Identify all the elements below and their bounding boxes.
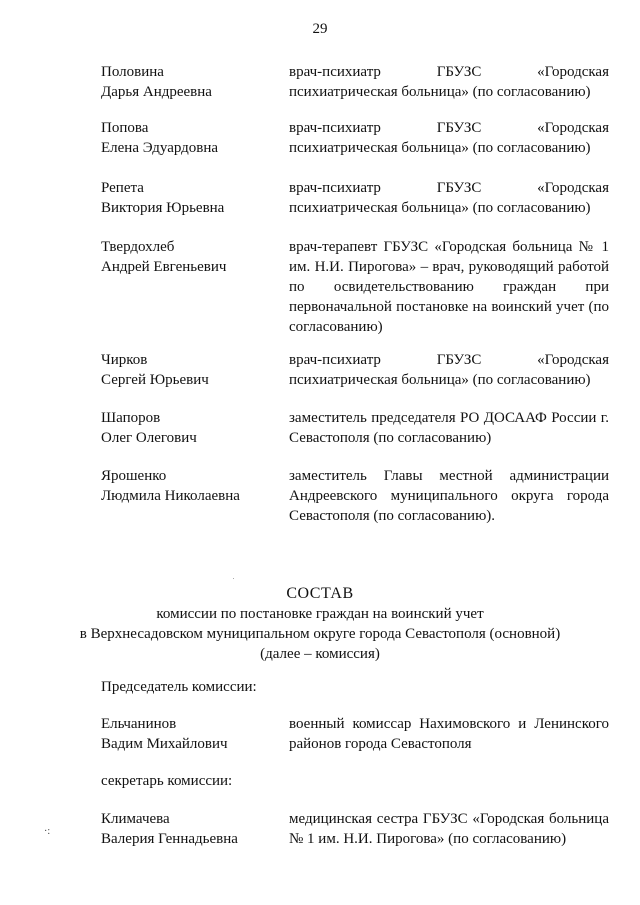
member-name xyxy=(101,118,276,158)
member-surname: Твердохлеб xyxy=(101,239,175,255)
member-surname: Шапоров xyxy=(101,410,161,426)
member-surname: Репета xyxy=(101,180,144,196)
member-position: врач-психиатр ГБУЗС «Городская психиатрическая больница» (по согласованию) xyxy=(289,180,609,216)
chairman-position: военный комиссар Нахимовского и Ленинского районов города Севастополя xyxy=(289,716,609,752)
member-name xyxy=(101,178,276,218)
chairman-surname: Ельчанинов xyxy=(101,716,177,732)
secretary-position: медицинская сестра ГБУЗС «Городская больница № 1 им. Н.И. Пирогова» (по согласованию) xyxy=(289,811,609,847)
composition-heading xyxy=(0,584,640,664)
member-name xyxy=(101,237,276,277)
page-number: 29 xyxy=(312,21,328,37)
composition-title: СОСТАВ xyxy=(286,585,354,602)
secretary-name xyxy=(101,809,276,849)
member-given-name: Сергей Юрьевич xyxy=(101,372,209,388)
member-position: заместитель председателя РО ДОСААФ России г. Севастополя (по согласованию) xyxy=(289,410,609,446)
member-given-name: Олег Олегович xyxy=(101,430,197,446)
member-name xyxy=(101,466,276,506)
scan-speck: ·: xyxy=(44,826,51,837)
composition-line-3: (далее – комиссия) xyxy=(260,646,380,662)
composition-line-2: в Верхнесадовском муниципальном округе города Севастополя (основной) xyxy=(79,626,561,642)
member-given-name: Андрей Евгеньевич xyxy=(101,259,227,275)
member-surname: Попова xyxy=(101,120,149,136)
chairman-given-name: Вадим Михайлович xyxy=(101,736,228,752)
member-position: врач-терапевт ГБУЗС «Городская больница № 1 им. Н.И. Пирогова» – врач, руководящий работой по освидетельствованию граждан при первоначальной постановке на воинский учет (по согласованию) xyxy=(289,239,609,335)
member-name xyxy=(101,408,276,448)
member-given-name: Людмила Николаевна xyxy=(101,488,240,504)
secretary-label: секретарь комиссии: xyxy=(101,773,233,789)
secretary-given-name: Валерия Геннадьевна xyxy=(101,831,238,847)
member-position: врач-психиатр ГБУЗС «Городская психиатрическая больница» (по согласованию) xyxy=(289,120,609,156)
composition-line-1: комиссии по постановке граждан на воинский учет xyxy=(156,606,484,622)
chairman-name xyxy=(101,714,276,754)
member-given-name: Дарья Андреевна xyxy=(101,84,212,100)
member-surname: Половина xyxy=(101,64,164,80)
member-surname: Чирков xyxy=(101,352,148,368)
member-position: заместитель Главы местной администрации Андреевского муниципального округа города Севастополя (по согласованию). xyxy=(289,468,609,524)
member-given-name: Виктория Юрьевна xyxy=(101,200,225,216)
scan-dot xyxy=(233,578,234,579)
member-surname: Ярошенко xyxy=(101,468,167,484)
secretary-surname: Климачева xyxy=(101,811,170,827)
member-name xyxy=(101,350,276,390)
chairman-label: Председатель комиссии: xyxy=(101,679,257,695)
member-given-name: Елена Эдуардовна xyxy=(101,140,219,156)
member-position: врач-психиатр ГБУЗС «Городская психиатрическая больница» (по согласованию) xyxy=(289,64,609,100)
member-name xyxy=(101,62,276,102)
member-position: врач-психиатр ГБУЗС «Городская психиатрическая больница» (по согласованию) xyxy=(289,352,609,388)
